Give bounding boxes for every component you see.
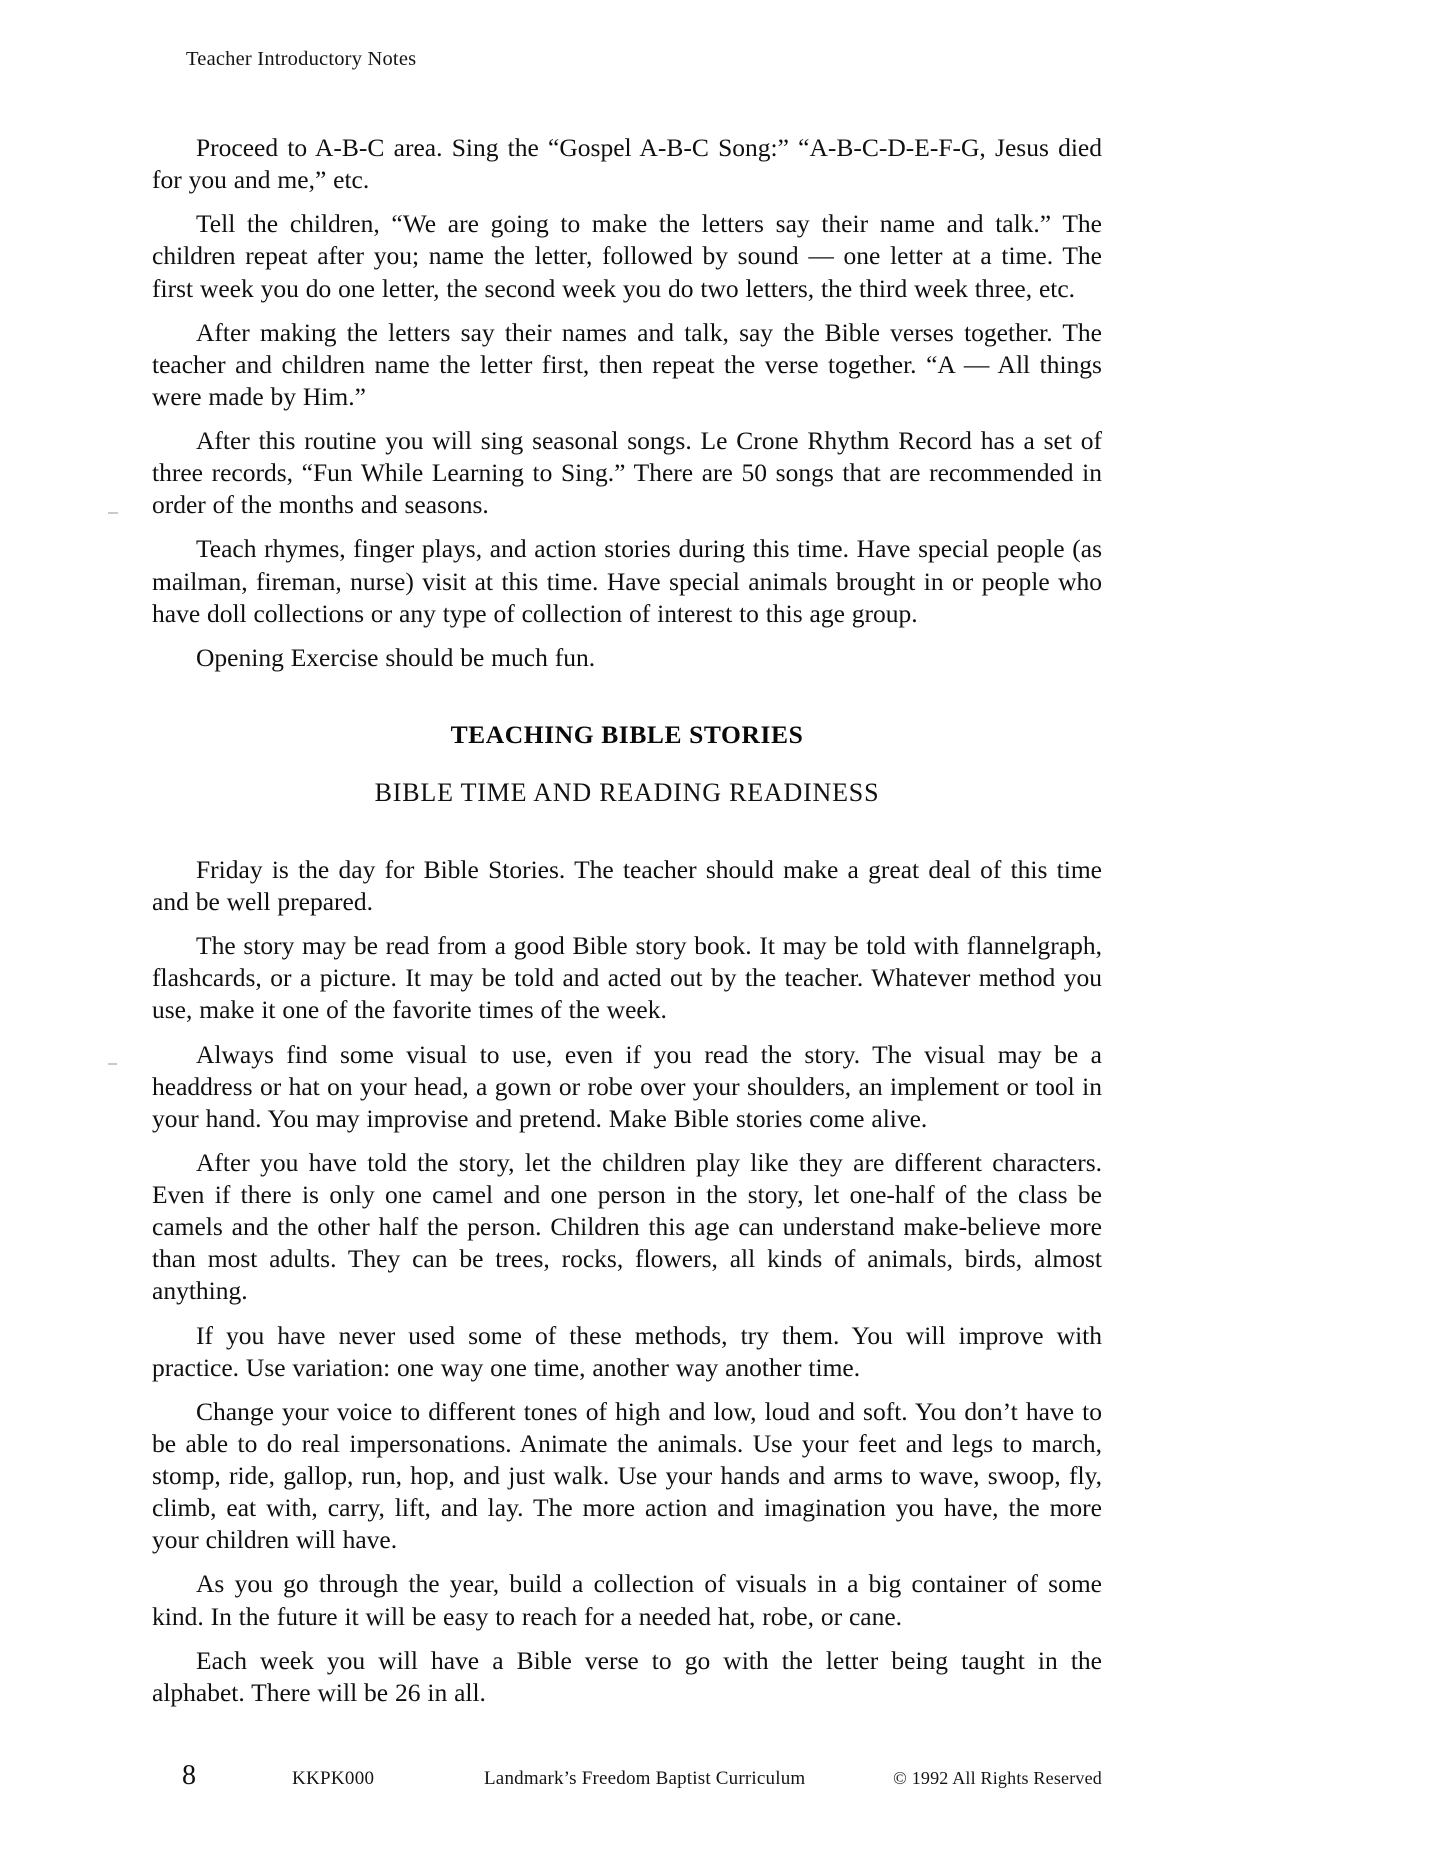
paragraph: As you go through the year, build a collection of visuals in a big container of some kind. In the future it will be easy to reach for a needed hat, robe, or cane. xyxy=(152,1569,1102,1631)
page-content xyxy=(152,132,1102,1721)
footer-curriculum-name: Landmark’s Freedom Baptist Curriculum xyxy=(484,1768,806,1789)
page-footer xyxy=(152,1760,1102,1800)
paragraph: Proceed to A-B-C area. Sing the “Gospel A-B-C Song:” “A-B-C-D-E-F-G, Jesus died for you and me,” etc. xyxy=(152,133,1102,195)
scan-edge-mark xyxy=(108,512,118,514)
paragraph: If you have never used some of these methods, try them. You will improve with practice. Use variation: one way one time, another way another time. xyxy=(152,1320,1102,1382)
running-head: Teacher Introductory Notes xyxy=(186,48,417,70)
paragraph: Friday is the day for Bible Stories. The teacher should make a great deal of this time and be well prepared. xyxy=(152,854,1102,916)
footer-copyright: © 1992 All Rights Reserved xyxy=(893,1768,1102,1788)
paragraph: Change your voice to different tones of high and low, loud and soft. You don’t have to be able to do real impersonations. Animate the animals. Use your feet and legs to march, stomp, ride, gallop, run, hop, and just walk. Use your hands and arms to wave, swoop, fly, climb, eat with, carry, lift, and lay. The more action and imagination you have, the more your children will have. xyxy=(152,1396,1102,1555)
paragraph: Always find some visual to use, even if you read the story. The visual may be a headdress or hat on your head, a gown or robe over your shoulders, an implement or tool in your hand. You may improvise and pretend. Make Bible stories come alive. xyxy=(152,1039,1102,1133)
page-number: 8 xyxy=(182,1760,196,1791)
paragraph: Each week you will have a Bible verse to go with the letter being taught in the alphabet. There will be 26 in all. xyxy=(152,1645,1102,1707)
section-heading: TEACHING BIBLE STORIES xyxy=(450,719,804,749)
paragraph: After making the letters say their names and talk, say the Bible verses together. The teacher and children name the letter first, then repeat the verse together. “A — All things were made by Him.” xyxy=(152,317,1102,411)
footer-product-code: KKPK000 xyxy=(292,1768,375,1789)
section-subheading: BIBLE TIME AND READING READINESS xyxy=(374,777,880,807)
paragraph: Opening Exercise should be much fun. xyxy=(196,642,596,672)
paragraph: After you have told the story, let the children play like they are different characters. Even if there is only one camel and one person in the story, let one-half of the class be camels and the other half the person. Children this age can understand make-believe more than most adults. They can be trees, rocks, flowers, all kinds of animals, birds, almost anything. xyxy=(152,1147,1102,1306)
paragraph: After this routine you will sing seasonal songs. Le Crone Rhythm Record has a set of three records, “Fun While Learning to Sing.” There are 50 songs that are recommended in order of the months and seasons. xyxy=(152,426,1102,520)
paragraph: Teach rhymes, finger plays, and action stories during this time. Have special people (as mailman, fireman, nurse) visit at this time. Have special animals brought in or people who have doll collections or any type of collection of interest to this age group. xyxy=(152,534,1102,628)
scan-edge-mark xyxy=(108,1063,117,1065)
paragraph: The story may be read from a good Bible story book. It may be told with flannelgraph, flashcards, or a picture. It may be told and acted out by the teacher. Whatever method you use, make it one of the favorite times of the week. xyxy=(152,931,1102,1025)
paragraph: Tell the children, “We are going to make the letters say their name and talk.” The children repeat after you; name the letter, followed by sound — one letter at a time. The first week you do one letter, the second week you do two letters, the third week three, etc. xyxy=(152,209,1102,303)
